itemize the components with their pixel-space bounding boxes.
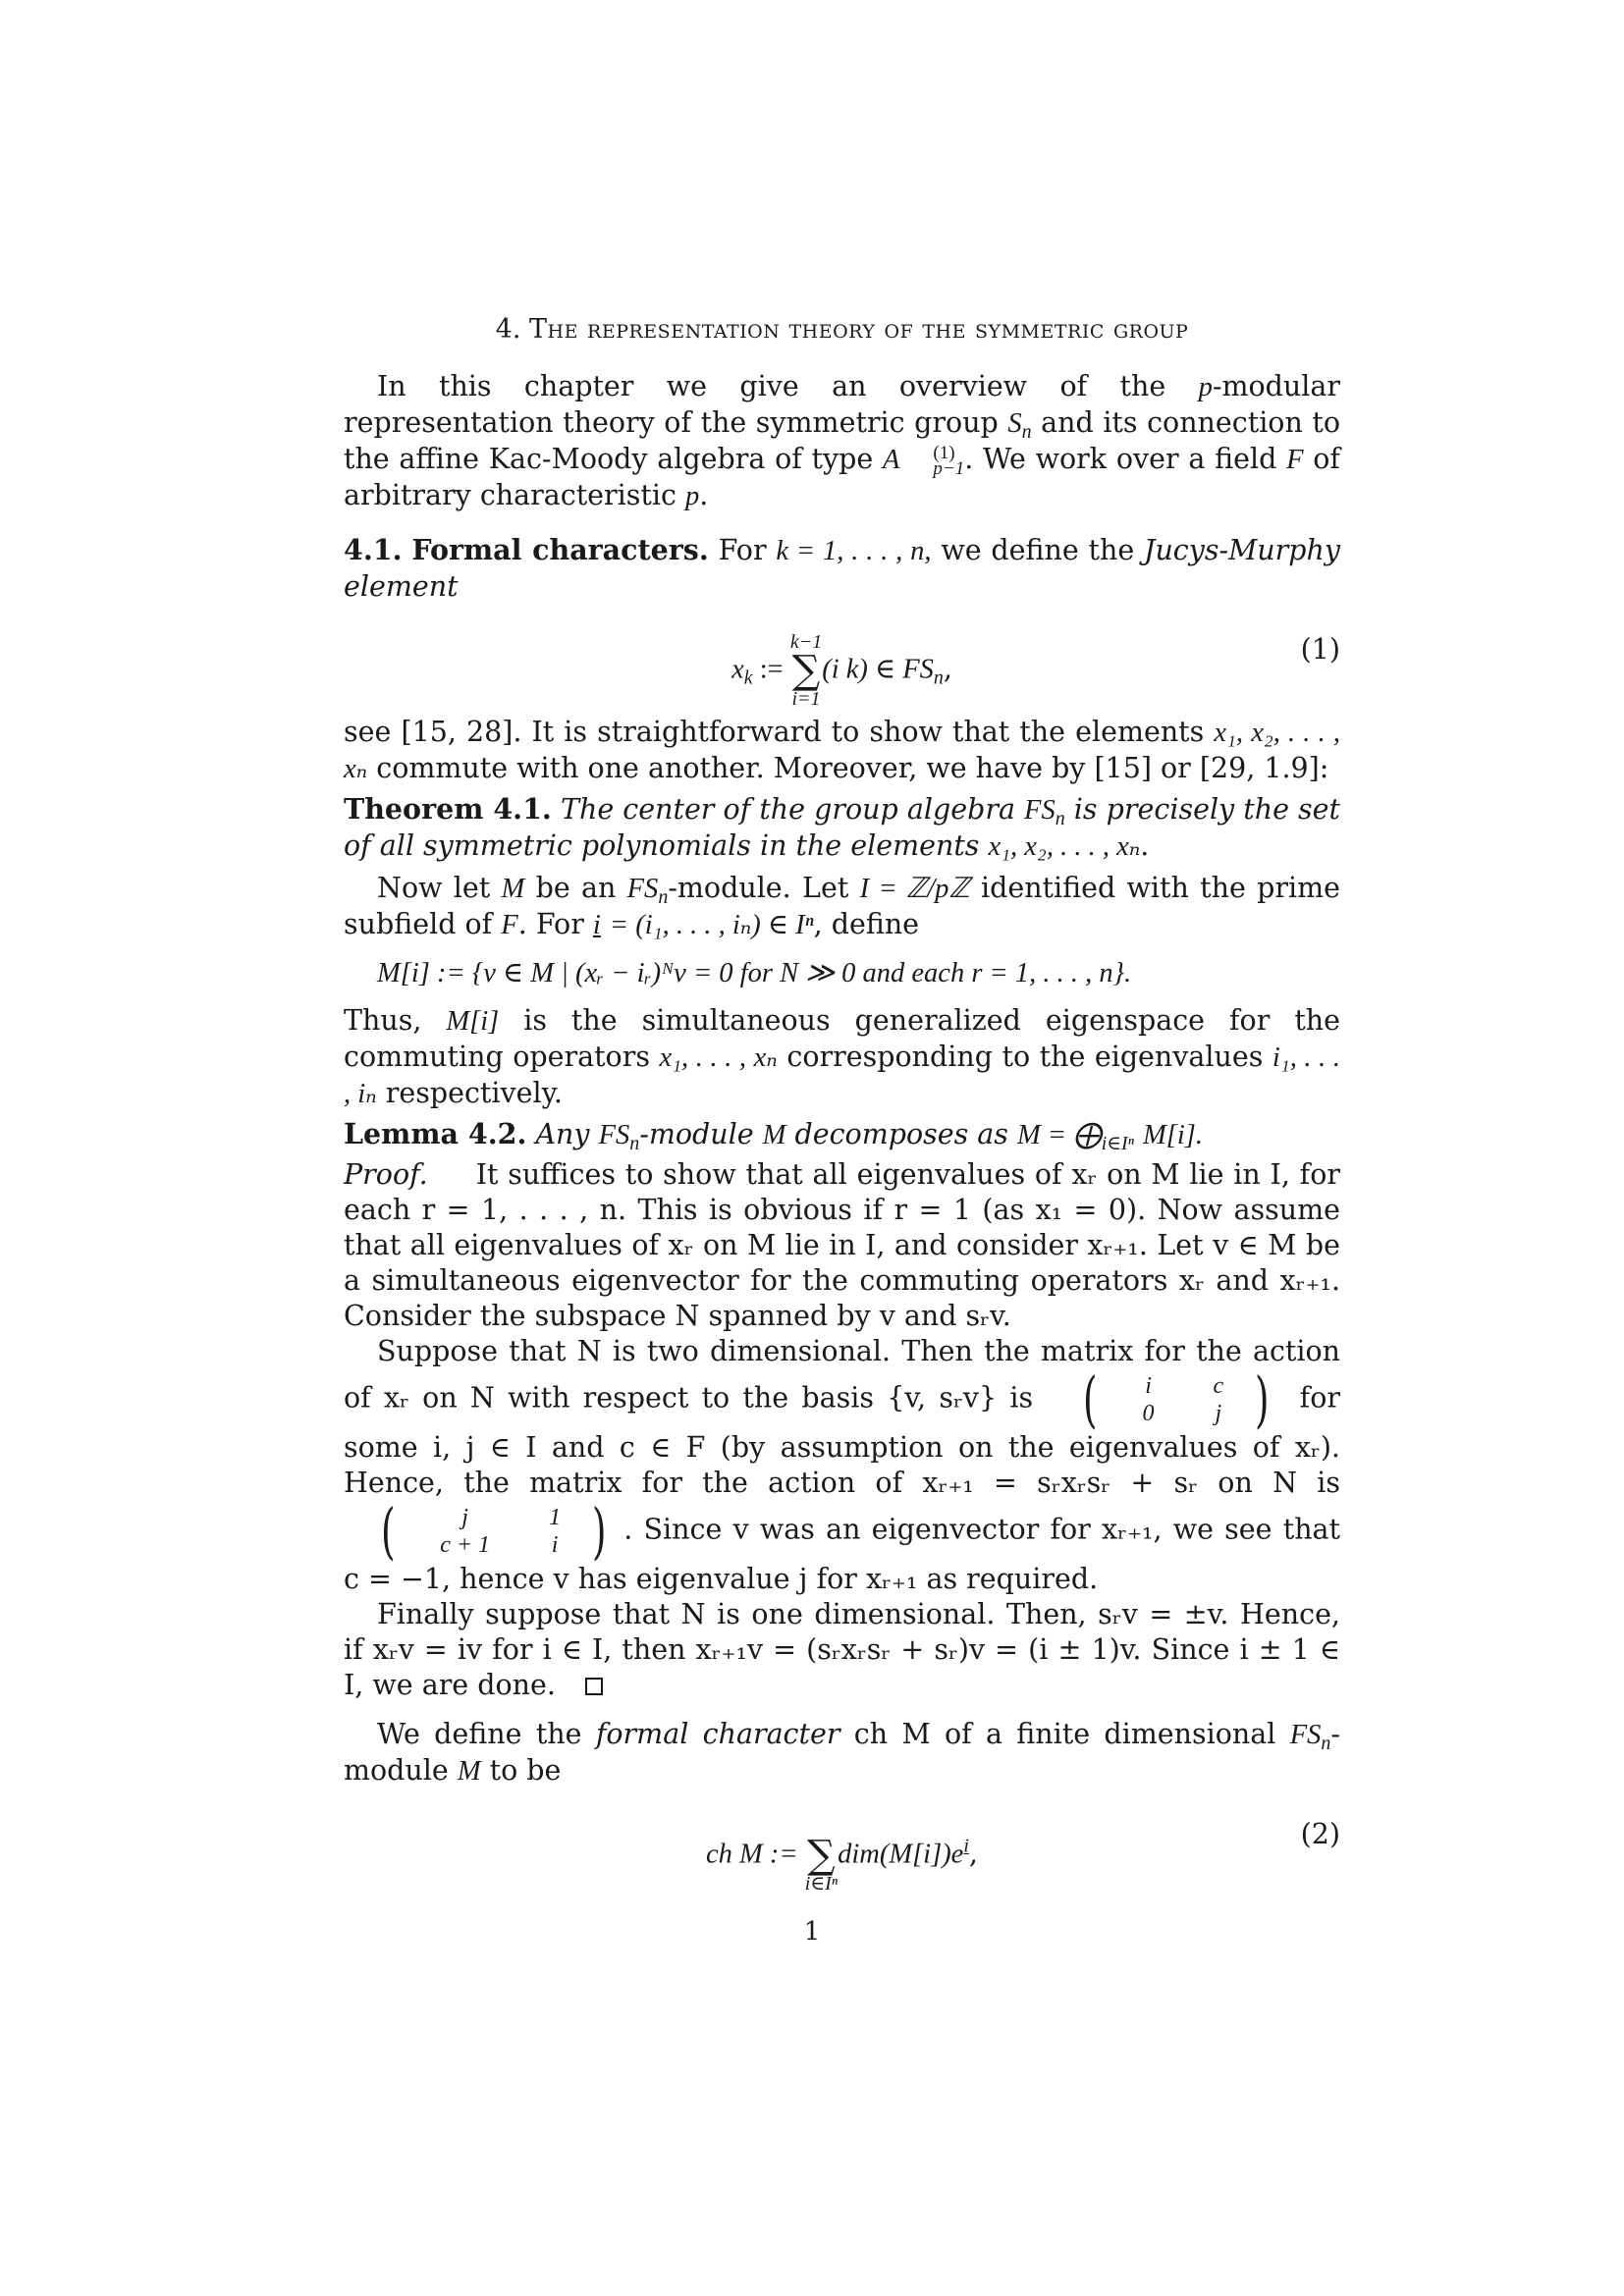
qed-square-icon bbox=[585, 1678, 603, 1695]
section-title: The representation theory of the symmetric group bbox=[529, 314, 1189, 345]
commute-paragraph: see [15, 28]. It is straightforward to show that the elements x₁, x₂, . . . , xₙ commute with one another. Moreover, we have by [15] or [29, 1.9]: bbox=[344, 716, 1340, 784]
matrix-xr: ( i c 0 j ) bbox=[1083, 1363, 1270, 1435]
page-body bbox=[344, 312, 1340, 1899]
subsection-title: Formal characters. bbox=[411, 533, 709, 566]
formal-character-paragraph: We define the formal character ch M of a finite dimensional $FS_n$-module M to be bbox=[344, 1718, 1340, 1787]
lemma-4-2: Lemma 4.2. Any $FS_n$-module M decomposes as $M = ⨁_{i\in I^n}$ M[i]. bbox=[344, 1117, 1203, 1154]
equation-1: $x_k$ := k−1 ∑ i=1 (i k) ∈ $FS_n$, (1) bbox=[731, 631, 1340, 710]
equation-number-1: (1) bbox=[1300, 633, 1340, 666]
proof-label: Proof. bbox=[344, 1158, 428, 1191]
formal-character-term: formal character bbox=[595, 1718, 840, 1750]
proof-paragraph-2: Suppose that N is two dimensional. Then the matrix for the action of xᵣ on N with respect to the basis {v, sᵣv} is ( i c 0 j ) for some i, j ∈ I and c ∈ F (by assumption on the eigenvalues of xᵣ). Hence, the matrix for the action of xᵣ₊₁ = sᵣxᵣsᵣ + sᵣ on N is ( j 1 c + 1 i ) . Since v was an eigenvector for xᵣ₊₁, we see that c = −1, hence v has eigenvalue j for xᵣ₊₁ as required. bbox=[344, 1335, 1340, 1595]
section-heading bbox=[344, 312, 1340, 347]
eigenspace-definition: M[i] := {v ∈ M | (xᵣ − iᵣ)ᴺv = 0 for N ≫ 0 and each r = 1, . . . , n}. bbox=[377, 958, 1132, 988]
subsection-paragraph: 4.1. Formal characters. For k = 1, . . . , n, we define the Jucys-Murphy element bbox=[344, 533, 1340, 603]
affine-type-symbol: A bbox=[882, 445, 900, 475]
thus-paragraph: Thus, M[i] is the simultaneous generalized eigenspace for the commuting operators x₁, . . . , xₙ corresponding to the eigenvalues i₁, . . . , iₙ respectively. bbox=[344, 1004, 1340, 1109]
equation-2: ch M := ∑ i∈Iⁿ $dim(M[i])e^i$, (2) bbox=[706, 1818, 1340, 1895]
module-paragraph: Now let M be an $FS_n$-module. Let I = ℤ/pℤ identified with the prime subfield of F. For i = (i₁, . . . , iₙ) ∈ Iⁿ, define bbox=[344, 872, 1341, 940]
sum-symbol: k−1 ∑ i=1 bbox=[789, 631, 823, 710]
theorem-label: Theorem 4.1. bbox=[344, 792, 552, 826]
section-number: 4. bbox=[495, 314, 521, 345]
lemma-label: Lemma 4.2. bbox=[344, 1117, 527, 1150]
proof-paragraph-1: Proof. It suffices to show that all eigenvalues of xᵣ on M lie in I, for each r = 1, . . . , n. This is obvious if r = 1 (as x₁ = 0). Now assume that all eigenvalues of xᵣ on M lie in I, and consider xᵣ₊₁. Let v ∈ M be a simultaneous eigenvector for the commuting operators xᵣ and xᵣ₊₁. Consider the subspace N spanned by v and sᵣv. bbox=[344, 1158, 1341, 1332]
matrix-xr1: ( j 1 c + 1 i ) bbox=[381, 1495, 607, 1567]
subsection-number: 4.1. bbox=[344, 533, 403, 566]
jucys-murphy-term: Jucys-Murphy element bbox=[344, 534, 1340, 603]
intro-paragraph: In this chapter we give an overview of the p-modular representation theory of the symmetric group $S_n$ and its connection to the affine Kac-Moody algebra of type A (1) p−1 . We work over a field F of arbitrary characteristic p. bbox=[344, 370, 1341, 511]
equation-number-2: (2) bbox=[1300, 1818, 1340, 1850]
proof-paragraph-3: Finally suppose that N is one dimensional. Then, sᵣv = ±v. Hence, if xᵣv = iv for i ∈ I, then xᵣ₊₁v = (sᵣxᵣsᵣ + sᵣ)v = (i ± 1)v. Since i ± 1 ∈ I, we are done. bbox=[344, 1598, 1340, 1701]
theorem-4-1: Theorem 4.1. The center of the group algebra $FS_n$ is precisely the set of all symmetric polynomials in the elements x₁, x₂, . . . , xₙ. bbox=[344, 792, 1340, 862]
sum-symbol-2: ∑ i∈Iⁿ bbox=[804, 1833, 839, 1895]
page-number: 1 bbox=[803, 1917, 821, 1947]
